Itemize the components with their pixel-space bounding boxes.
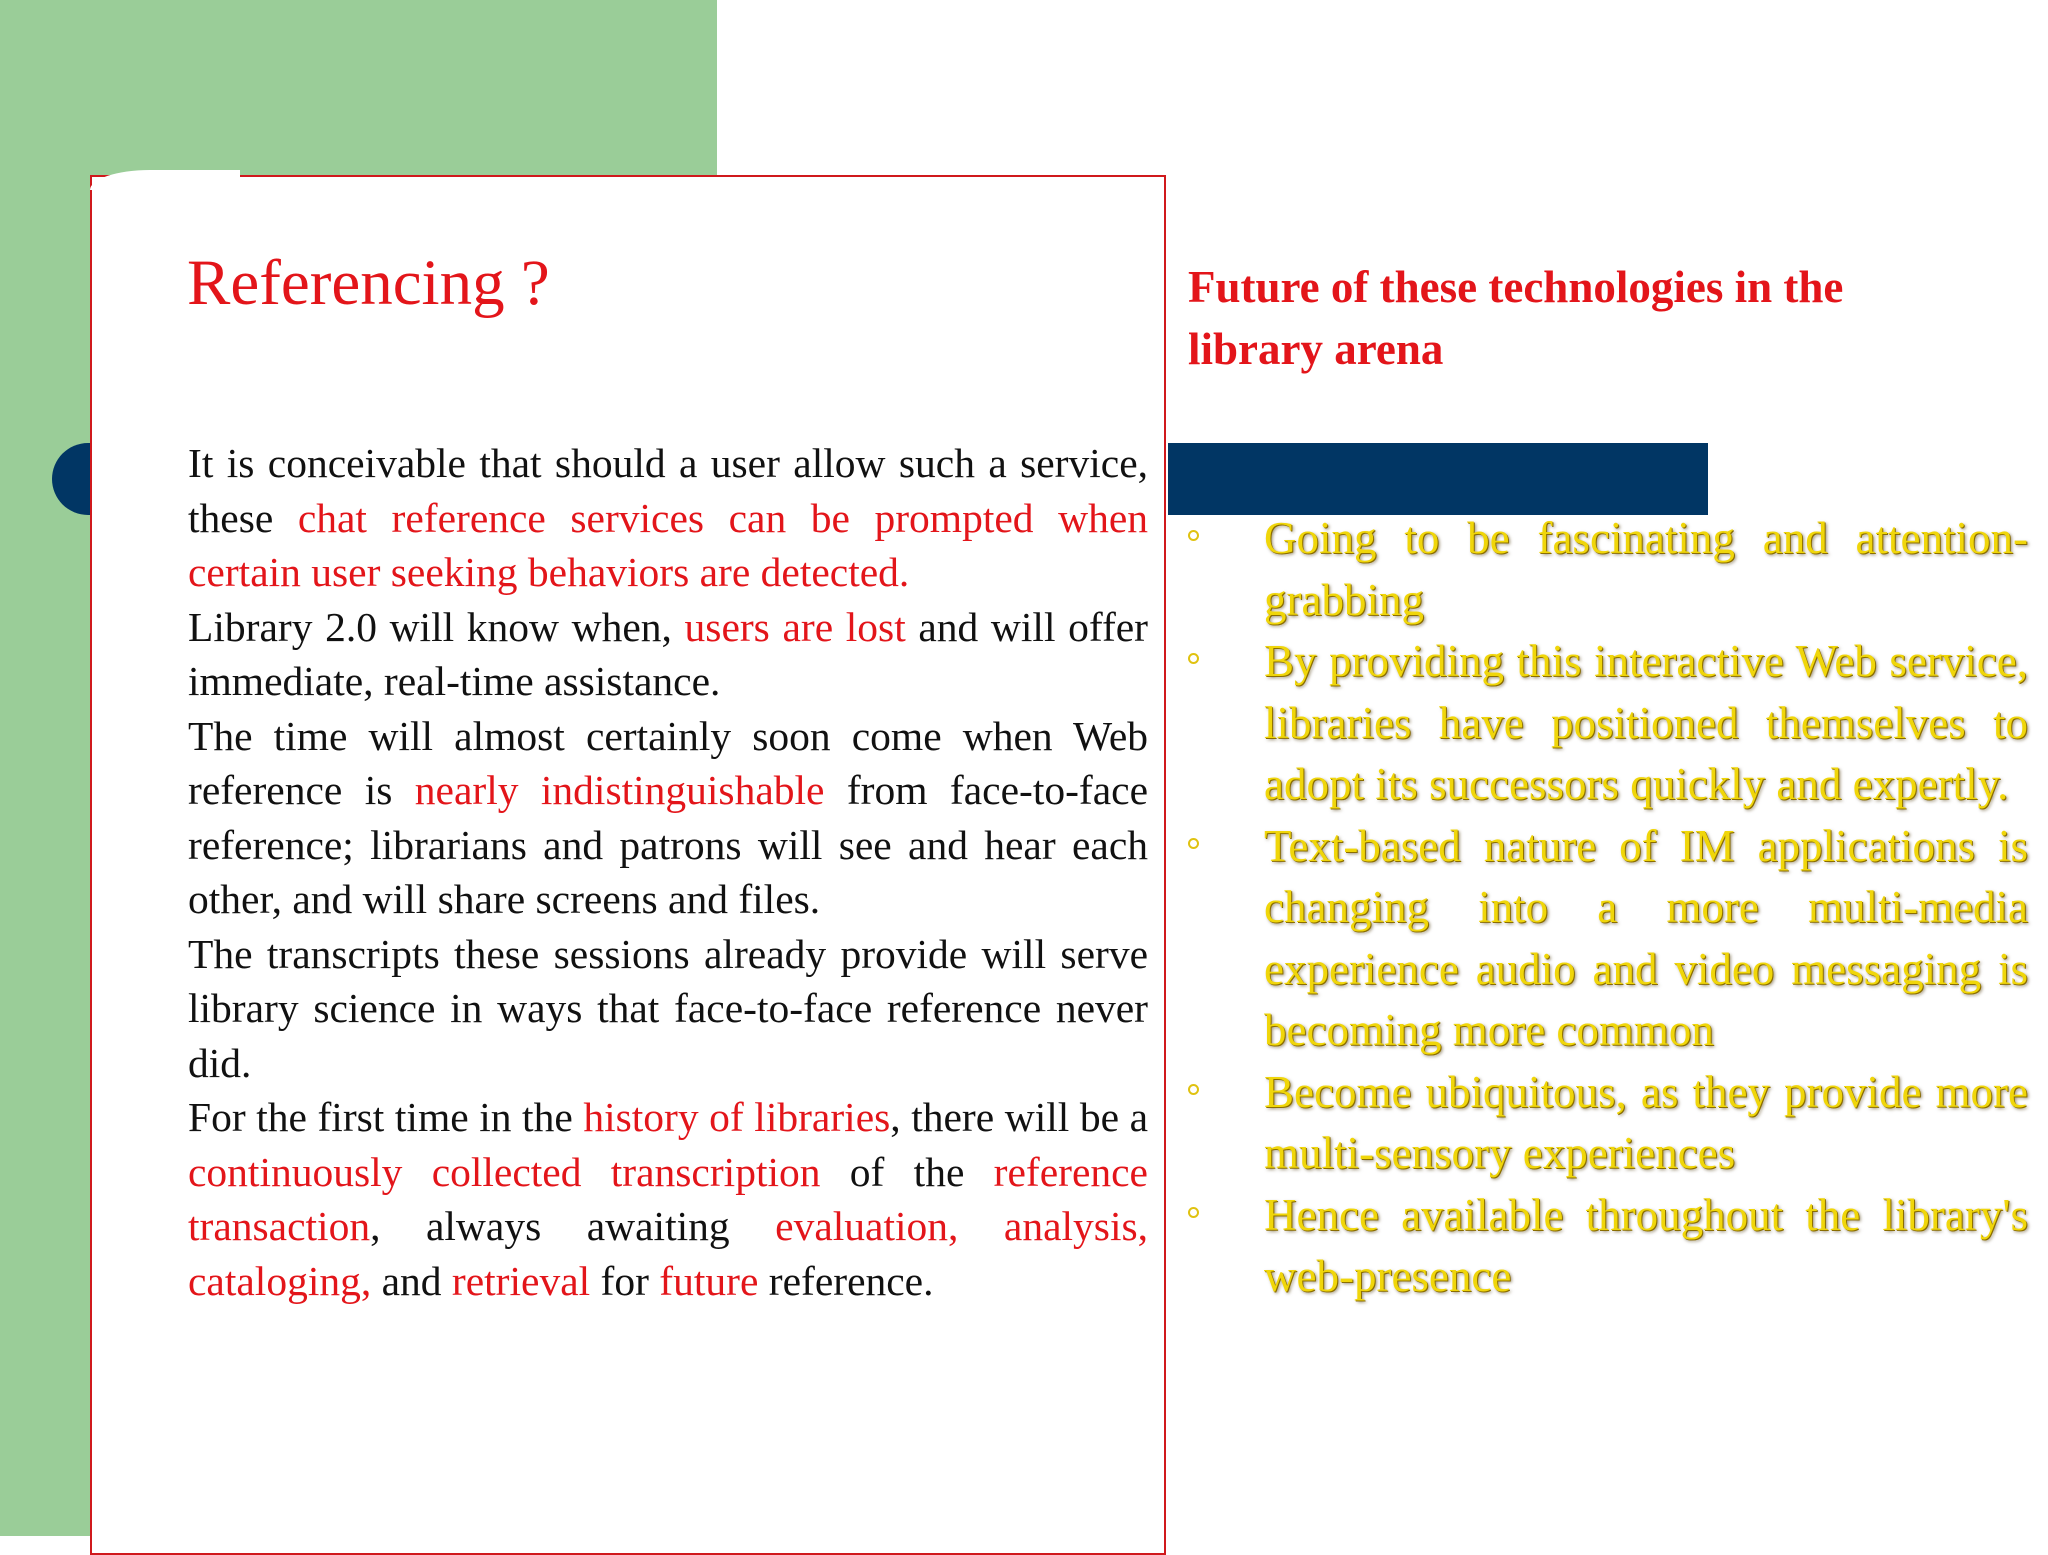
text-segment: for	[590, 1257, 660, 1304]
text-segment: , there will be a	[890, 1094, 1148, 1140]
body-paragraph	[188, 927, 1148, 1091]
body-paragraph	[188, 600, 1148, 709]
bullet-text: Going to be fascinating and attention-grabbing	[1264, 513, 2028, 625]
bullet-text: Hence available throughout the library's web-presence	[1264, 1189, 2028, 1301]
body-paragraph	[188, 709, 1148, 927]
text-segment: reference.	[758, 1257, 934, 1304]
bullet-text: Text-based nature of IM applications is changing into a more multi-media experience audio and video messaging is becoming more common	[1264, 820, 2028, 1055]
navy-bar-decoration	[1168, 443, 1708, 515]
bullet-item	[1188, 1062, 2028, 1185]
text-segment: It is conceivable that should a user allow such a service, these	[188, 440, 1148, 541]
bullet-circle-icon	[1188, 653, 1199, 664]
text-segment: and	[371, 1257, 452, 1304]
highlighted-phrase: users are lost	[684, 603, 906, 650]
highlighted-phrase: continuously collected transcription	[188, 1148, 821, 1195]
highlighted-phrase: retrieval	[451, 1257, 591, 1304]
highlighted-phrase: reference transaction	[188, 1148, 1148, 1249]
left-slide-title: Referencing ?	[187, 247, 550, 319]
body-paragraph	[188, 436, 1148, 600]
text-segment: Library 2.0 will know when,	[188, 603, 685, 650]
text-segment: The time will almost certainly soon come when Web reference is	[188, 712, 1148, 813]
bullet-circle-icon	[1188, 1207, 1199, 1218]
highlighted-phrase: future	[659, 1257, 759, 1304]
body-paragraph	[188, 1090, 1148, 1308]
bullet-circle-icon	[1188, 1084, 1199, 1095]
text-segment: from face-to-face reference; librarians and patrons will see and hear each other, and will share screens and files.	[188, 767, 1148, 922]
highlighted-phrase: evaluation, analysis, cataloging,	[188, 1203, 1148, 1304]
bullet-text: By providing this interactive Web service, libraries have positioned themselves to adopt its successors quickly and expertly.	[1264, 636, 2028, 809]
bullet-text: Become ubiquitous, as they provide more multi-sensory experiences	[1264, 1066, 2028, 1178]
highlighted-phrase: chat reference services can be prompted when certain user seeking behaviors are detected.	[188, 494, 1148, 595]
text-segment: For the first time in the	[188, 1094, 584, 1140]
bullet-circle-icon	[1188, 838, 1199, 849]
bullet-item	[1188, 508, 2028, 631]
text-segment: of the	[820, 1148, 994, 1195]
bullet-list	[1188, 508, 2028, 1308]
bullet-circle-icon	[1188, 530, 1199, 541]
bullet-item	[1188, 1185, 2028, 1308]
bullet-item	[1188, 631, 2028, 816]
highlighted-phrase: history of libraries	[583, 1094, 891, 1140]
right-slide-title: Future of these technologies in the library arena	[1188, 262, 1844, 374]
text-segment: and will offer immediate, real-time assistance.	[188, 603, 1149, 704]
highlighted-phrase: nearly indistinguishable	[414, 767, 825, 813]
left-body-text	[188, 436, 1148, 1308]
bullet-item	[1188, 816, 2028, 1062]
text-segment: , always awaiting	[370, 1203, 776, 1249]
text-segment: The transcripts these sessions already provide will serve library science in ways that face-to-face reference never did.	[188, 930, 1148, 1086]
